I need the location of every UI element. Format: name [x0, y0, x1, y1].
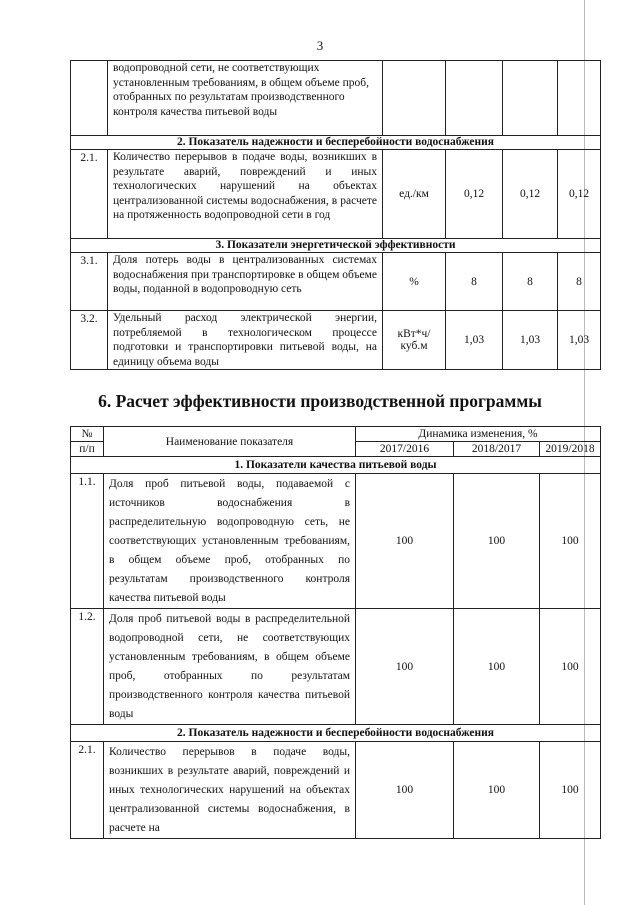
row-number: 3.1. — [71, 253, 108, 311]
value-cell: 100 — [540, 474, 601, 609]
value-cell: 8 — [503, 253, 558, 311]
header-row — [71, 427, 601, 442]
value-cell: 1,03 — [558, 311, 601, 370]
value-cell: 8 — [446, 253, 503, 311]
value-cell: 8 — [558, 253, 601, 311]
col-name-header: Наименование показателя — [104, 427, 356, 457]
value-cell: 100 — [454, 609, 540, 725]
section-row — [71, 725, 601, 742]
table-row — [71, 253, 601, 311]
value-cell: 100 — [454, 742, 540, 839]
section-title: 3. Показатели энергетической эффективности — [71, 239, 601, 253]
section-row — [71, 136, 601, 150]
value-cell: 0,12 — [503, 150, 558, 239]
value-cell: 0,12 — [446, 150, 503, 239]
col-num-header-2: п/п — [71, 442, 104, 457]
row-number: 2.1. — [71, 742, 104, 839]
row-number: 3.2. — [71, 311, 108, 370]
year-header: 2017/2016 — [356, 442, 454, 457]
row-number: 1.2. — [71, 609, 104, 725]
section-row — [71, 457, 601, 474]
indicator-name: Доля проб питьевой воды в распределительной водопроводной сети, не соответствующих установленным требованиям, в общем объеме проб, отобранных по результатам производственного контроля качества питьевой воды — [104, 609, 356, 725]
unit-cell: ед./км — [383, 150, 446, 239]
year-header: 2019/2018 — [540, 442, 601, 457]
indicator-name: Доля потерь воды в централизованных системах водоснабжения при транспортировке в общем объеме воды, поданной в водопроводную сеть — [108, 253, 383, 311]
value-cell: 1,03 — [446, 311, 503, 370]
value-cell: 100 — [540, 609, 601, 725]
value-cell: 1,03 — [503, 311, 558, 370]
value-cell: 100 — [356, 609, 454, 725]
unit-cell: % — [383, 253, 446, 311]
continuation-cell: водопроводной сети, не соответствующих установленным требованиям, в общем объеме проб, отобранных по результатам производственного контроля качества питьевой воды — [108, 61, 383, 136]
table-row — [71, 742, 601, 839]
section-title: 2. Показатель надежности и бесперебойности водоснабжения — [71, 725, 601, 742]
table-row — [71, 150, 601, 239]
indicator-name: Удельный расход электрической энергии, потребляемой в технологическом процессе подготовки и транспортировки питьевой воды, на единицу объема воды — [108, 311, 383, 370]
row-number: 2.1. — [71, 150, 108, 239]
unit-cell: кВт*ч/ куб.м — [383, 311, 446, 370]
row-number: 1.1. — [71, 474, 104, 609]
year-header: 2018/2017 — [454, 442, 540, 457]
value-cell: 100 — [454, 474, 540, 609]
table-row — [71, 311, 601, 370]
section-heading: 6. Расчет эффективности производственной программы — [98, 391, 542, 411]
page-number: 3 — [316, 38, 324, 53]
section-row — [71, 239, 601, 253]
section-title: 2. Показатель надежности и бесперебойности водоснабжения — [71, 136, 601, 150]
indicator-name: Доля проб питьевой воды, подаваемой с источников водоснабжения в распределительную водопроводную сеть, не соответствующих установленным требованиям, в общем объеме проб, отобранных по результатам производственного контроля качества питьевой воды — [104, 474, 356, 609]
table-row — [71, 61, 601, 136]
table-row — [71, 609, 601, 725]
indicator-name: Количество перерывов в подаче воды, возникших в результате аварий, повреждений и иных технологических нарушений на объектах централизованной системы водоснабжения, в расчете на протяженность водопроводной сети в год — [108, 150, 383, 239]
indicators-table — [70, 60, 601, 370]
value-cell: 100 — [356, 742, 454, 839]
efficiency-table — [70, 426, 601, 839]
col-num-header: № — [71, 427, 104, 442]
value-cell: 0,12 — [558, 150, 601, 239]
col-dynamics-header: Динамика изменения, % — [356, 427, 601, 442]
value-cell: 100 — [540, 742, 601, 839]
table-row — [71, 474, 601, 609]
indicator-name: Количество перерывов в подаче воды, возникших в результате аварий, повреждений и иных технологических нарушений на объектах централизованной системы водоснабжения, в расчете на — [104, 742, 356, 839]
value-cell: 100 — [356, 474, 454, 609]
section-title: 1. Показатели качества питьевой воды — [71, 457, 601, 474]
